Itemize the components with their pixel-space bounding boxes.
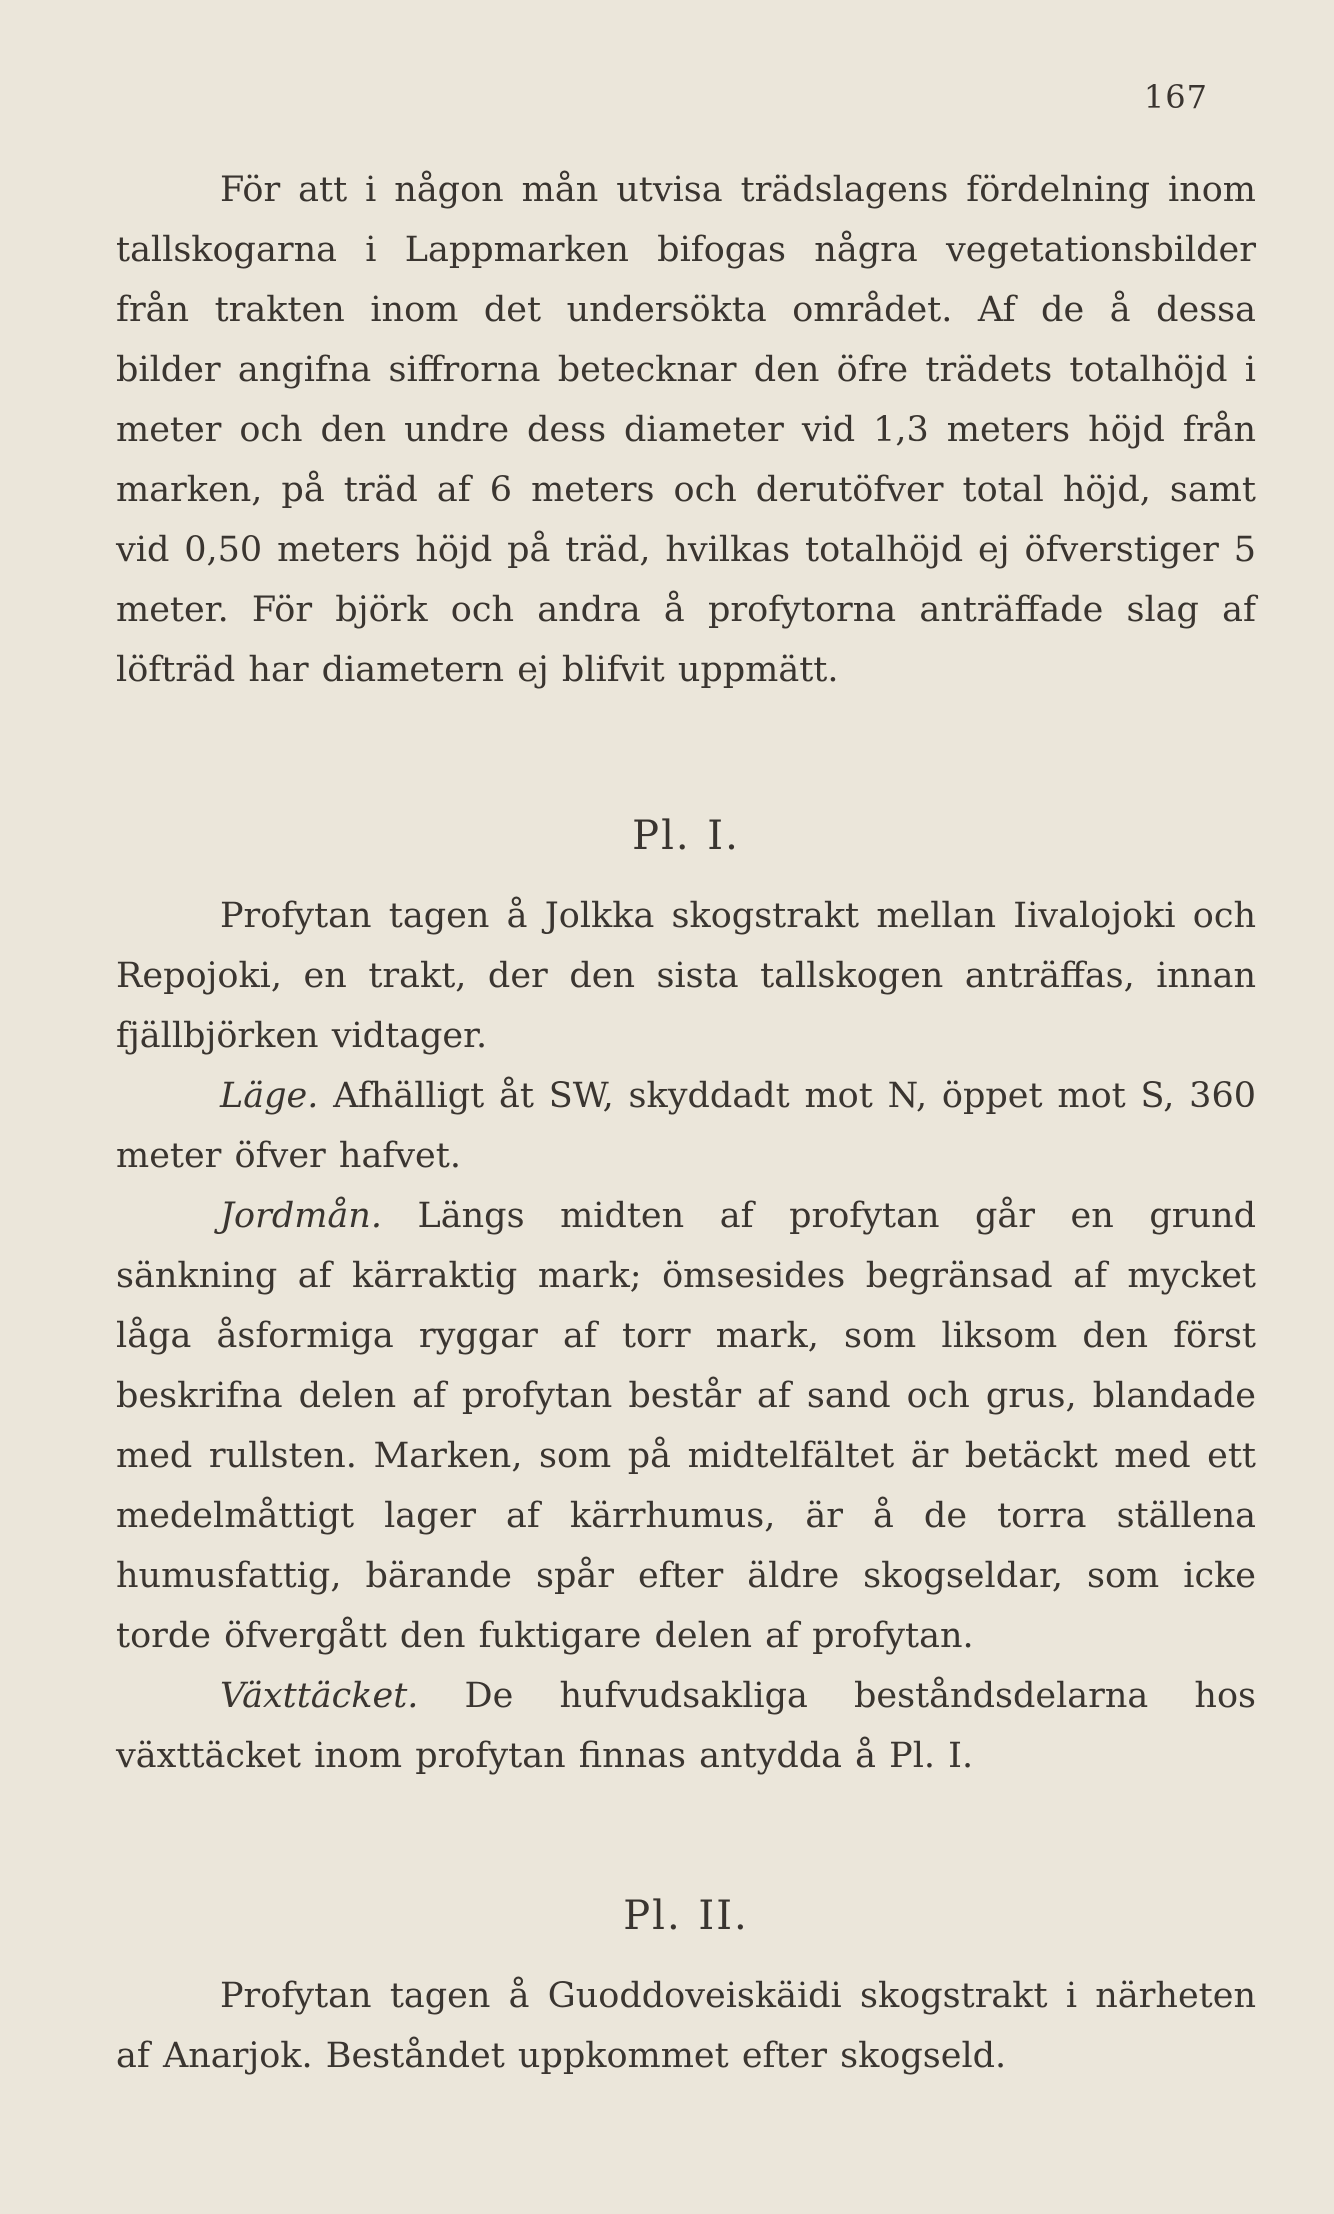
jordman-paragraph — [116, 1186, 1256, 1666]
jordman-text: Längs midten af profytan går en grund sänkning af kärraktig mark; ömsesides begränsad af mycket låga åsformiga ryggar af torr mark, som liksom den först beskrifna delen af profytan består af sand och grus, blandade med rullsten. Marken, som på midtelfältet är betäckt med ett medelmåttigt lager af kärrhumus, är å de torra ställena humusfattig, bärande spår efter äldre skogseldar, som icke torde öfvergått den fuktigare delen af profytan. — [116, 1196, 1256, 1656]
jordman-label: Jordmån. — [220, 1196, 382, 1236]
lage-paragraph — [116, 1066, 1256, 1186]
location-paragraph-pl-2: Profytan tagen å Guoddoveiskäidi skogstrakt i närheten af Anarjok. Beståndet uppkommet efter skogseld. — [116, 1976, 1256, 2076]
location-paragraph-pl-1: Profytan tagen å Jolkka skogstrakt mellan Iivalojoki och Repojoki, en trakt, der den sista tallskogen anträffas, innan fjällbjörken vidtager. — [116, 896, 1256, 1056]
page-number: 167 — [1143, 78, 1208, 116]
section-heading-pl-1: Pl. I. — [632, 813, 740, 859]
intro-block — [116, 160, 1256, 700]
lage-text: Afhälligt åt SW, skyddadt mot N, öppet mot S, 360 meter öfver hafvet. — [116, 1076, 1256, 1176]
section-pl-2 — [116, 1886, 1256, 2086]
intro-paragraph: För att i någon mån utvisa trädslagens fördelning inom tallskogarna i Lappmarken bifogas några vegetationsbilder från trakten inom det undersökta området. Af de å dessa bilder angifna siffrorna betecknar den öfre trädets totalhöjd i meter och den undre dess diameter vid 1,3 meters höjd från marken, på träd af 6 meters och derutöfver total höjd, samt vid 0,50 meters höjd på träd, hvilkas totalhöjd ej öfverstiger 5 meter. För björk och andra å profytorna anträffade slag af löfträd har diametern ej blifvit uppmätt. — [116, 170, 1256, 690]
lage-label: Läge. — [220, 1076, 319, 1116]
vaxttacket-text: De hufvudsakliga beståndsdelarna hos växttäcket inom profytan finnas antydda å Pl. I. — [116, 1676, 1256, 1776]
section-heading-pl-2: Pl. II. — [623, 1893, 749, 1939]
section-pl-1 — [116, 806, 1256, 1786]
vaxttacket-label: Växttäcket. — [220, 1676, 419, 1716]
vaxttacket-paragraph — [116, 1666, 1256, 1786]
